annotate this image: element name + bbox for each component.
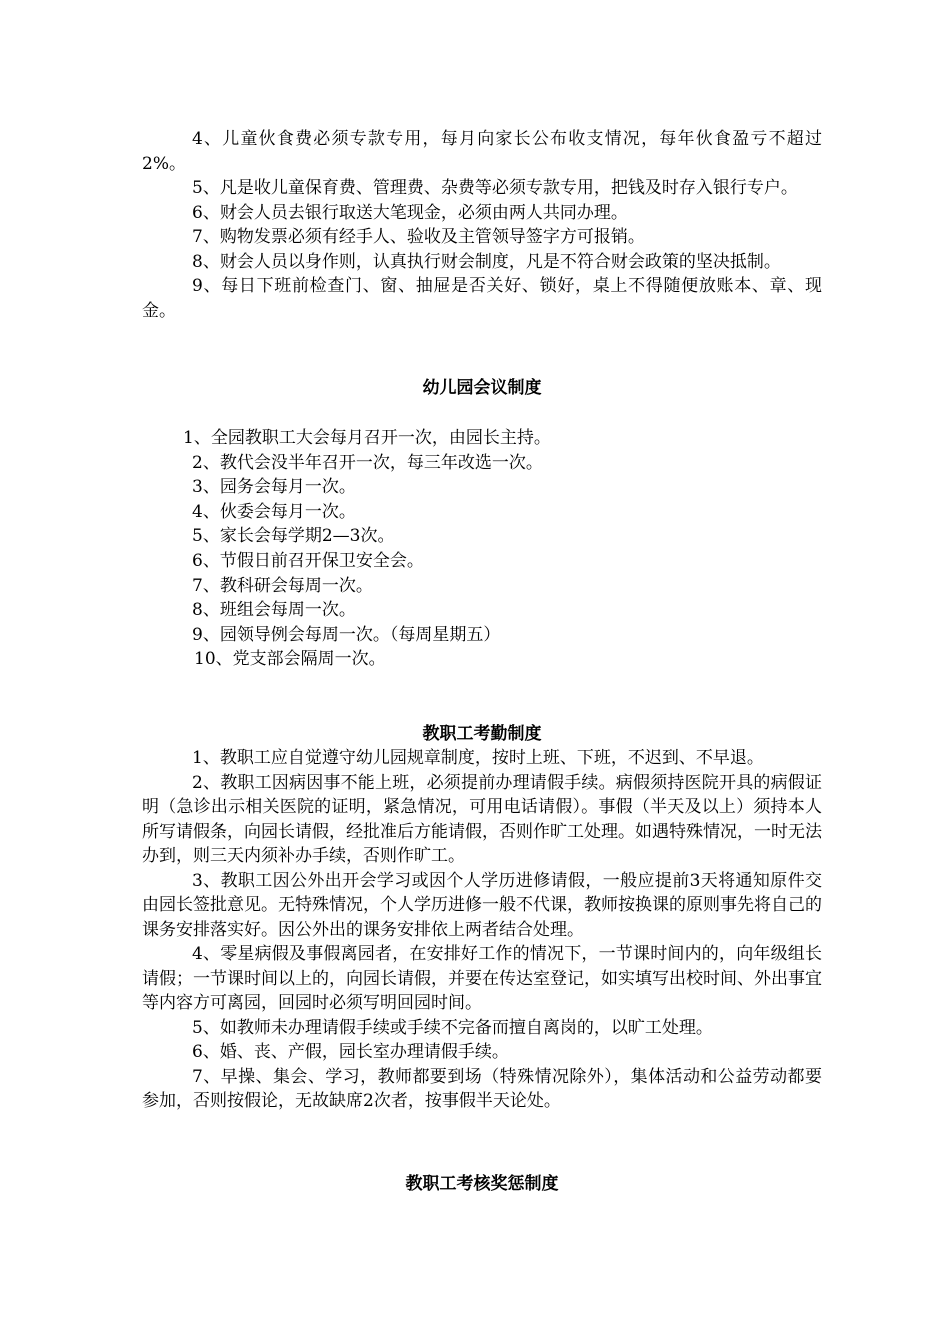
meeting-item: 1、全园教职工大会每月召开一次，由园长主持。 (183, 428, 551, 448)
attendance-rule: 5、如教师未办理请假手续或手续不完备而擅自离岗的，以旷工处理。 (192, 1017, 713, 1038)
attendance-rule: 4、零星病假及事假离园者，在安排好工作的情况下，一节课时间内的，向年级组长请假；一节课时间以上的，向园长请假，并要在传达室登记，如实填写出校时间、外出事宜等内容方可离园，回园时必须写明回园时间。 (142, 944, 822, 1013)
attendance-rule: 1、教职工应自觉遵守幼儿园规章制度，按时上班、下班，不迟到、不早退。 (192, 748, 764, 768)
meeting-item: 2、教代会没半年召开一次，每三年改选一次。 (192, 452, 543, 473)
finance-rule: 9、每日下班前检查门、窗、抽屉是否关好、锁好，桌上不得随便放账本、章、现金。 (142, 276, 822, 321)
attendance-rules (142, 746, 822, 1114)
attendance-rule: 2、教职工因病因事不能上班，必须提前办理请假手续。病假须持医院开具的病假证明（急诊出示相关医院的证明，紧急情况，可用电话请假）。事假（半天及以上）须持本人所写请假条，向园长请假，经批准后方能请假，否则作旷工处理。如遇特殊情况，一时无法办到，则三天内须补办手续，否则作旷工。 (142, 772, 822, 866)
meeting-item: 3、园务会每月一次。 (192, 477, 356, 498)
attendance-title: 教职工考勤制度 (422, 724, 542, 744)
meeting-item: 6、节假日前召开保卫安全会。 (192, 550, 424, 571)
meeting-item: 5、家长会每学期2—3次。 (192, 526, 395, 547)
meeting-item: 9、园领导例会每周一次。（每周星期五） (192, 624, 501, 645)
meeting-item: 7、教科研会每周一次。 (192, 575, 373, 596)
meeting-item: 8、班组会每周一次。 (192, 600, 356, 621)
attendance-rule: 6、婚、丧、产假，园长室办理请假手续。 (192, 1042, 509, 1062)
meeting-list (183, 426, 783, 672)
finance-rules (142, 127, 822, 323)
reward-title: 教职工考核奖惩制度 (405, 1174, 559, 1194)
attendance-rule: 3、教职工因公外出开会学习或因个人学历进修请假，一般应提前3天将通知原件交由园长签批意见。无特殊情况，个人学历进修一般不代课，教师按换课的原则事先将自己的课务安排落实好。因公外出的课务安排依上两者结合处理。 (142, 870, 822, 940)
meeting-item: 10、党支部会隔周一次。 (194, 649, 386, 670)
finance-rule: 6、财会人员去银行取送大笔现金，必须由两人共同办理。 (192, 202, 628, 223)
attendance-rule: 7、早操、集会、学习，教师都要到场（特殊情况除外），集体活动和公益劳动都要参加，否则按假论，无故缺席2次者，按事假半天论处。 (142, 1066, 822, 1111)
finance-rule: 5、凡是收儿童保育费、管理费、杂费等必须专款专用，把钱及时存入银行专户。 (192, 178, 798, 198)
finance-rule: 8、财会人员以身作则，认真执行财会制度，凡是不符合财会政策的坚决抵制。 (192, 251, 781, 272)
meeting-item: 4、伙委会每月一次。 (192, 501, 356, 522)
meeting-title: 幼儿园会议制度 (422, 378, 542, 398)
finance-rule: 7、购物发票必须有经手人、验收及主管领导签字方可报销。 (192, 227, 645, 247)
finance-rule: 4、儿童伙食费必须专款专用，每月向家长公布收支情况，每年伙食盈亏不超过2%。 (142, 129, 822, 174)
